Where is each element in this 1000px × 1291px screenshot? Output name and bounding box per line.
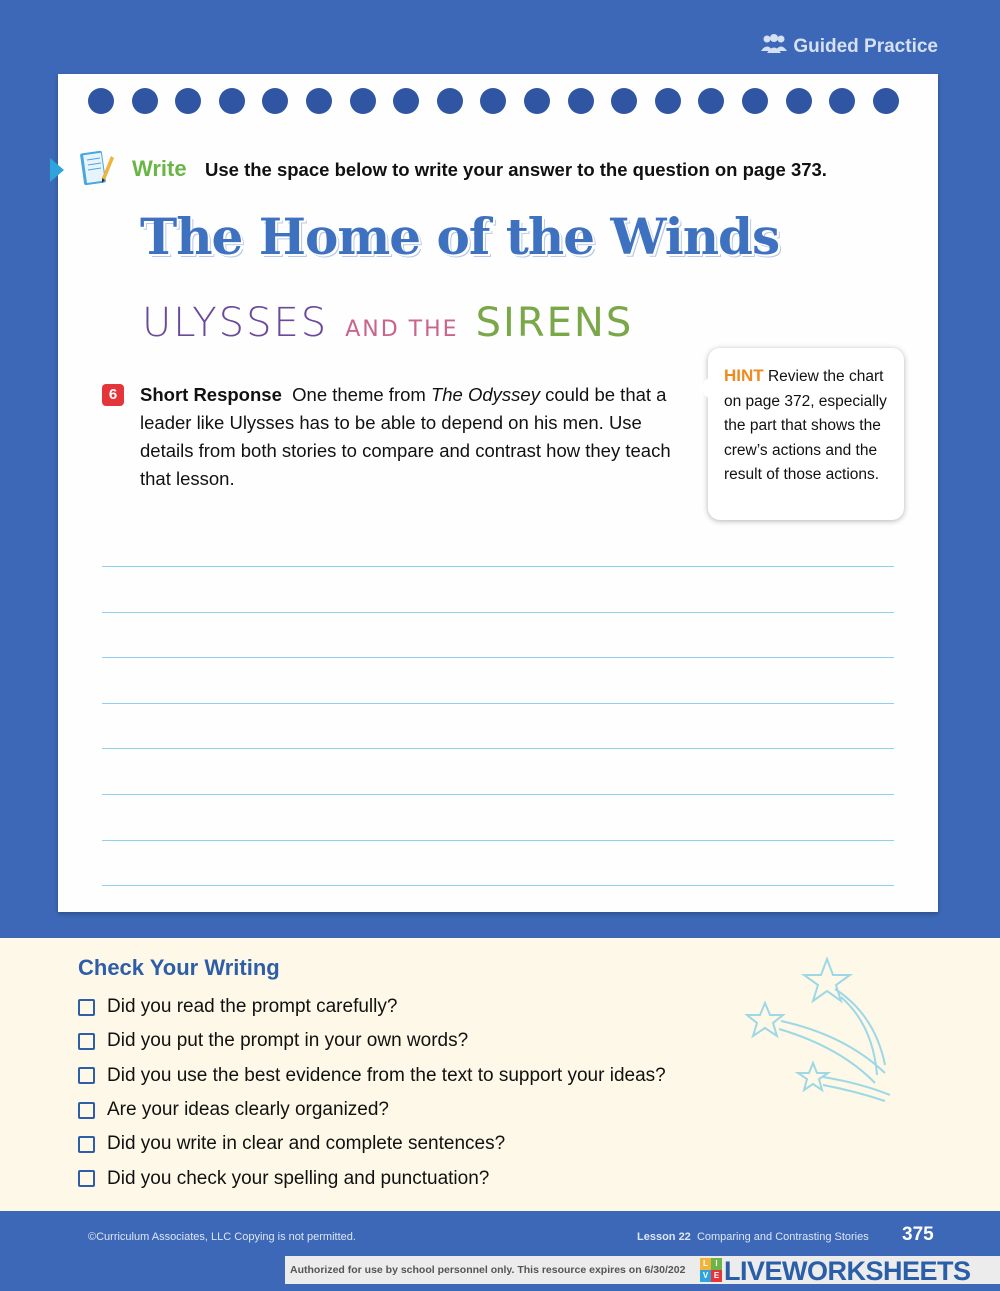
checkbox[interactable] [78, 999, 95, 1016]
question-text-after: could be that a leader like Ulysses has to be able to depend on his men. Use details from both stories to compare and contrast how they teach that lesson. [140, 384, 671, 489]
title-ulysses: ULYSSES [142, 300, 329, 346]
hint-label: HINT [724, 366, 764, 385]
checklist [78, 990, 666, 1196]
binder-holes [58, 88, 938, 114]
binder-hole [742, 88, 768, 114]
checkbox[interactable] [78, 1102, 95, 1119]
question-text-before: One theme from [292, 384, 426, 405]
authorization-text: Authorized for use by school personnel only. This resource expires on 6/30/202 [290, 1264, 686, 1276]
binder-hole [132, 88, 158, 114]
checklist-item-label: Did you put the prompt in your own words? [107, 1030, 469, 1052]
people-icon [761, 34, 787, 60]
checklist-item [78, 990, 666, 1024]
title-and-the: AND THE [345, 317, 459, 342]
checklist-item-label: Did you check your spelling and punctuation? [107, 1167, 490, 1189]
answer-line[interactable] [102, 612, 894, 658]
lesson-number: Lesson 22 [637, 1231, 691, 1243]
binder-hole [873, 88, 899, 114]
pointer-arrow-icon [50, 158, 64, 182]
checklist-item [78, 1059, 666, 1093]
binder-hole [350, 88, 376, 114]
question-work-title: The Odyssey [430, 384, 540, 405]
binder-hole [262, 88, 288, 114]
checklist-item-label: Are your ideas clearly organized? [107, 1099, 389, 1121]
checklist-item [78, 1127, 666, 1161]
binder-hole [219, 88, 245, 114]
write-instruction-row [58, 148, 938, 192]
story-title-home-of-winds: The Home of the Winds [140, 207, 780, 266]
checkbox[interactable] [78, 1136, 95, 1153]
answer-area[interactable] [102, 566, 894, 931]
hint-callout [708, 348, 904, 520]
question-prompt [140, 381, 685, 493]
answer-line[interactable] [102, 840, 894, 886]
check-writing-title: Check Your Writing [78, 955, 280, 980]
liveworksheets-logo-icon: L I V E [700, 1258, 722, 1282]
hint-text: Review the chart on page 372, especially the part that shows the crew’s actions and the result of those actions. [724, 368, 887, 483]
copyright-notice: ©Curriculum Associates, LLC Copying is not permitted. [88, 1231, 356, 1243]
page-number: 375 [902, 1224, 934, 1245]
section-label: Guided Practice [793, 36, 938, 57]
binder-hole [437, 88, 463, 114]
binder-hole [611, 88, 637, 114]
question-type: Short Response [140, 384, 282, 405]
answer-line[interactable] [102, 794, 894, 840]
answer-line[interactable] [102, 748, 894, 794]
binder-hole [698, 88, 724, 114]
checklist-item [78, 1161, 666, 1195]
shooting-stars-icon [735, 955, 905, 1105]
lesson-title: Comparing and Contrasting Stories [696, 1231, 869, 1243]
binder-hole [175, 88, 201, 114]
question-number-badge: 6 [102, 384, 124, 406]
checkbox[interactable] [78, 1170, 95, 1187]
notebook-pencil-icon [80, 148, 112, 188]
title-sirens: SIRENS [475, 300, 634, 346]
write-instruction: Use the space below to write your answer to the question on page 373. [205, 159, 827, 180]
lesson-info [637, 1231, 869, 1243]
binder-hole [829, 88, 855, 114]
liveworksheets-brand[interactable]: LIVEWORKSHEETS [724, 1256, 971, 1286]
checklist-item-label: Did you read the prompt carefully? [107, 996, 398, 1018]
binder-hole [568, 88, 594, 114]
binder-hole [480, 88, 506, 114]
binder-hole [786, 88, 812, 114]
checkbox[interactable] [78, 1033, 95, 1050]
answer-line[interactable] [102, 885, 894, 931]
checkbox[interactable] [78, 1067, 95, 1084]
answer-line[interactable] [102, 703, 894, 749]
checklist-item [78, 1024, 666, 1058]
checklist-item-label: Did you write in clear and complete sentences? [107, 1133, 506, 1155]
guided-practice-label [761, 34, 938, 60]
checklist-item-label: Did you use the best evidence from the text to support your ideas? [107, 1064, 666, 1086]
binder-hole [306, 88, 332, 114]
checklist-item [78, 1093, 666, 1127]
write-label: Write [132, 156, 187, 181]
binder-hole [393, 88, 419, 114]
binder-hole [88, 88, 114, 114]
binder-hole [655, 88, 681, 114]
answer-line[interactable] [102, 566, 894, 612]
answer-line[interactable] [102, 657, 894, 703]
binder-hole [524, 88, 550, 114]
story-title-ulysses-sirens [142, 300, 633, 350]
